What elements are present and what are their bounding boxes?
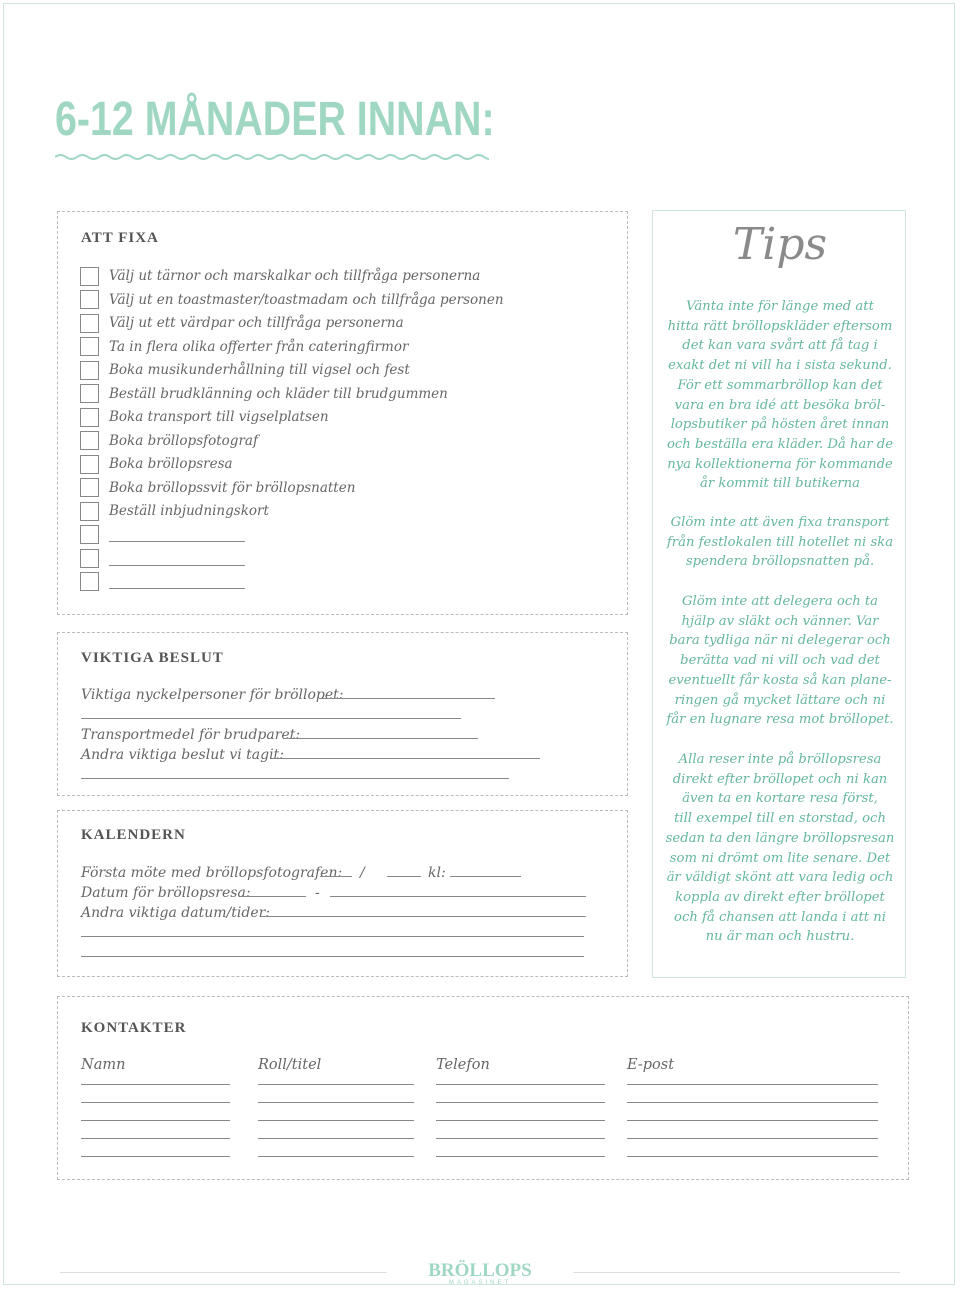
tips-line: nya kollektionerna för kommande bbox=[667, 456, 893, 472]
trip-end-field[interactable] bbox=[330, 896, 586, 897]
checklist-item-label: Boka bröllopsresa bbox=[109, 456, 233, 472]
checklist-blank-field[interactable] bbox=[109, 574, 245, 589]
trip-start-field[interactable] bbox=[240, 896, 306, 897]
checklist-item-label: Boka bröllopsfotograf bbox=[109, 432, 258, 449]
tips-line: bara tydliga när ni delegerar och bbox=[669, 633, 891, 649]
tips-line: år kommit till butikerna bbox=[699, 476, 861, 492]
checklist-blank-field[interactable] bbox=[109, 551, 245, 566]
checklist-item-label: Välj ut en toastmaster/toastmadam och tillfråga personen bbox=[109, 291, 504, 308]
key-persons-label: Viktiga nyckelpersoner för bröllopet: bbox=[81, 687, 344, 703]
checkbox[interactable] bbox=[80, 337, 99, 356]
contact-field[interactable] bbox=[627, 1102, 878, 1103]
contact-field[interactable] bbox=[436, 1138, 605, 1139]
other-decisions-field-2[interactable] bbox=[81, 778, 509, 779]
contact-field[interactable] bbox=[436, 1084, 605, 1085]
checklist-item-label: Boka transport till vigselplatsen bbox=[109, 409, 329, 425]
first-meeting-time-field[interactable] bbox=[450, 876, 521, 877]
tips-line: hitta rätt bröllopskläder eftersom bbox=[667, 318, 893, 334]
tips-line: exakt det ni vill ha i sista sekund. bbox=[668, 358, 892, 374]
contact-field[interactable] bbox=[627, 1138, 878, 1139]
contact-field[interactable] bbox=[258, 1102, 414, 1103]
transport-label: Transportmedel för brudparet: bbox=[81, 727, 301, 743]
contact-field[interactable] bbox=[627, 1156, 878, 1157]
checkbox[interactable] bbox=[80, 525, 99, 544]
checklist-item bbox=[80, 500, 269, 522]
checkbox[interactable] bbox=[80, 502, 99, 521]
contact-field[interactable] bbox=[258, 1156, 414, 1157]
viktiga-beslut-heading: VIKTIGA BESLUT bbox=[81, 650, 224, 666]
checklist-item-label: Boka bröllopssvit för bröllopsnatten bbox=[109, 479, 356, 496]
kalendern-heading: KALENDERN bbox=[81, 827, 186, 843]
tips-line: från festlokalen till hotellet ni ska bbox=[666, 534, 894, 550]
column-e-post: E-post bbox=[627, 1057, 675, 1073]
other-dates-field-3[interactable] bbox=[81, 956, 584, 957]
att-fixa-heading: ATT FIXA bbox=[81, 230, 159, 246]
tips-line: hjälp av släkt och vänner. Var bbox=[681, 613, 879, 629]
other-dates-label: Andra viktiga datum/tider: bbox=[81, 905, 271, 921]
checklist-item bbox=[80, 265, 480, 287]
tips-line: och få chansen att landa i att ni bbox=[674, 909, 886, 925]
other-decisions-label: Andra viktiga beslut vi tagit: bbox=[81, 747, 284, 763]
tips-line: nu är man och hustru. bbox=[705, 929, 855, 945]
contact-field[interactable] bbox=[436, 1120, 605, 1121]
tips-line: till exempel till en storstad, och bbox=[674, 811, 886, 827]
tips-paragraph bbox=[663, 750, 897, 947]
tips-line: ringen gå mycket lättare och ni bbox=[674, 692, 886, 708]
contact-field[interactable] bbox=[81, 1120, 230, 1121]
transport-field[interactable] bbox=[283, 738, 478, 739]
contact-field[interactable] bbox=[436, 1156, 605, 1157]
first-meeting-label: Första möte med bröllopsfotografen: bbox=[81, 865, 343, 881]
tips-line: sedan ta den längre bröllopsresan bbox=[665, 830, 895, 846]
checklist-item bbox=[80, 477, 355, 499]
footer-logo: BRÖLLOPS bbox=[428, 1260, 532, 1281]
checklist-item bbox=[80, 430, 258, 452]
checkbox[interactable] bbox=[80, 549, 99, 568]
other-dates-field-2[interactable] bbox=[81, 936, 584, 937]
tips-line: Vänta inte för länge med att bbox=[686, 299, 874, 314]
checkbox[interactable] bbox=[80, 455, 99, 474]
kontakter-heading: KONTAKTER bbox=[81, 1020, 187, 1036]
contact-field[interactable] bbox=[258, 1120, 414, 1121]
page-title: 6-12 MÅNADER INNAN: bbox=[55, 93, 495, 146]
tips-line: Alla reser inte på bröllopsresa bbox=[678, 752, 882, 767]
checklist-item bbox=[80, 289, 504, 311]
key-persons-field[interactable] bbox=[322, 698, 495, 699]
kl-label: kl: bbox=[428, 865, 446, 881]
checkbox[interactable] bbox=[80, 290, 99, 309]
tips-line: För ett sommarbröllop kan det bbox=[677, 377, 883, 393]
first-meeting-month-field[interactable] bbox=[387, 876, 421, 877]
checklist-item bbox=[80, 383, 448, 405]
tips-line: spendera bröllopsnatten på. bbox=[685, 554, 875, 570]
contact-field[interactable] bbox=[627, 1120, 878, 1121]
tips-line: direkt efter bröllopet och ni kan bbox=[672, 771, 888, 787]
footer-logo-sub: MAGASINET bbox=[448, 1280, 512, 1286]
checklist-blank-item bbox=[80, 524, 245, 546]
wave-divider bbox=[55, 150, 489, 164]
first-meeting-day-field[interactable] bbox=[320, 876, 352, 877]
trip-dates-label: Datum för bröllopsresa: bbox=[81, 885, 251, 901]
contact-field[interactable] bbox=[81, 1138, 230, 1139]
checkbox[interactable] bbox=[80, 314, 99, 333]
checkbox[interactable] bbox=[80, 572, 99, 591]
column-roll-titel: Roll/titel bbox=[258, 1057, 322, 1073]
tips-line: berätta vad ni vill och vad det bbox=[680, 653, 880, 669]
tips-line: är väldigt skönt att vara ledig och bbox=[666, 870, 894, 886]
contact-field[interactable] bbox=[258, 1138, 414, 1139]
checkbox[interactable] bbox=[80, 267, 99, 286]
checklist-item bbox=[80, 312, 404, 334]
tips-paragraph bbox=[663, 513, 897, 572]
tips-line: vara en bra idé att besöka bröl- bbox=[674, 397, 886, 413]
key-persons-field-2[interactable] bbox=[81, 718, 461, 719]
other-dates-field[interactable] bbox=[261, 916, 586, 917]
tips-line: eventuellt får kosta så kan plane- bbox=[668, 672, 892, 688]
checkbox[interactable] bbox=[80, 361, 99, 380]
checklist-item bbox=[80, 336, 408, 358]
tips-line: och beställa era kläder. Då har de bbox=[666, 436, 894, 452]
checklist-blank-item bbox=[80, 547, 245, 569]
tips-paragraph bbox=[663, 297, 897, 494]
tips-line: koppla av direkt efter bröllopet bbox=[675, 889, 885, 905]
checklist-item bbox=[80, 453, 233, 475]
tips-line: Glöm inte att delegera och ta bbox=[681, 594, 879, 609]
date-slash: / bbox=[360, 865, 365, 881]
tips-line: får en lugnare resa mot bröllopet. bbox=[666, 712, 894, 728]
checkbox[interactable] bbox=[80, 408, 99, 427]
contact-field[interactable] bbox=[258, 1084, 414, 1085]
column-namn: Namn bbox=[81, 1057, 126, 1073]
contact-field[interactable] bbox=[81, 1102, 230, 1103]
contact-field[interactable] bbox=[81, 1084, 230, 1085]
checklist-item-label: Ta in flera olika offerter från cateringfirmor bbox=[109, 338, 409, 355]
checklist-item bbox=[80, 406, 329, 428]
checkbox[interactable] bbox=[80, 478, 99, 497]
other-decisions-field[interactable] bbox=[272, 758, 540, 759]
checklist-item-label: Välj ut tärnor och marskalkar och tillfråga personerna bbox=[109, 268, 481, 284]
checklist-item-label: Beställ brudklänning och kläder till brudgummen bbox=[109, 385, 448, 402]
tips-line: även ta en kortare resa först, bbox=[682, 791, 878, 807]
checkbox[interactable] bbox=[80, 431, 99, 450]
tips-paragraph bbox=[663, 592, 897, 730]
contact-field[interactable] bbox=[81, 1156, 230, 1157]
contact-field[interactable] bbox=[627, 1084, 878, 1085]
tips-title: Tips bbox=[732, 219, 828, 270]
column-telefon: Telefon bbox=[436, 1057, 490, 1073]
checklist-blank-item bbox=[80, 571, 245, 593]
tips-line: det kan vara svårt att få tag i bbox=[682, 338, 878, 354]
checklist-item-label: Välj ut ett värdpar och tillfråga personerna bbox=[109, 315, 404, 331]
checkbox[interactable] bbox=[80, 384, 99, 403]
tips-line: lopsbutiker på hösten året innan bbox=[670, 417, 890, 433]
checklist-item bbox=[80, 359, 410, 381]
checklist-item-label: Beställ inbjudningskort bbox=[109, 503, 269, 519]
checklist-item-label: Boka musikunderhållning till vigsel och fest bbox=[109, 362, 410, 378]
date-dash: - bbox=[315, 885, 320, 901]
checklist-blank-field[interactable] bbox=[109, 527, 245, 542]
tips-line: Glöm inte att även fixa transport bbox=[670, 515, 890, 530]
contact-field[interactable] bbox=[436, 1102, 605, 1103]
tips-box bbox=[652, 210, 906, 978]
tips-line: som ni drömt om lite senare. Det bbox=[669, 850, 891, 866]
